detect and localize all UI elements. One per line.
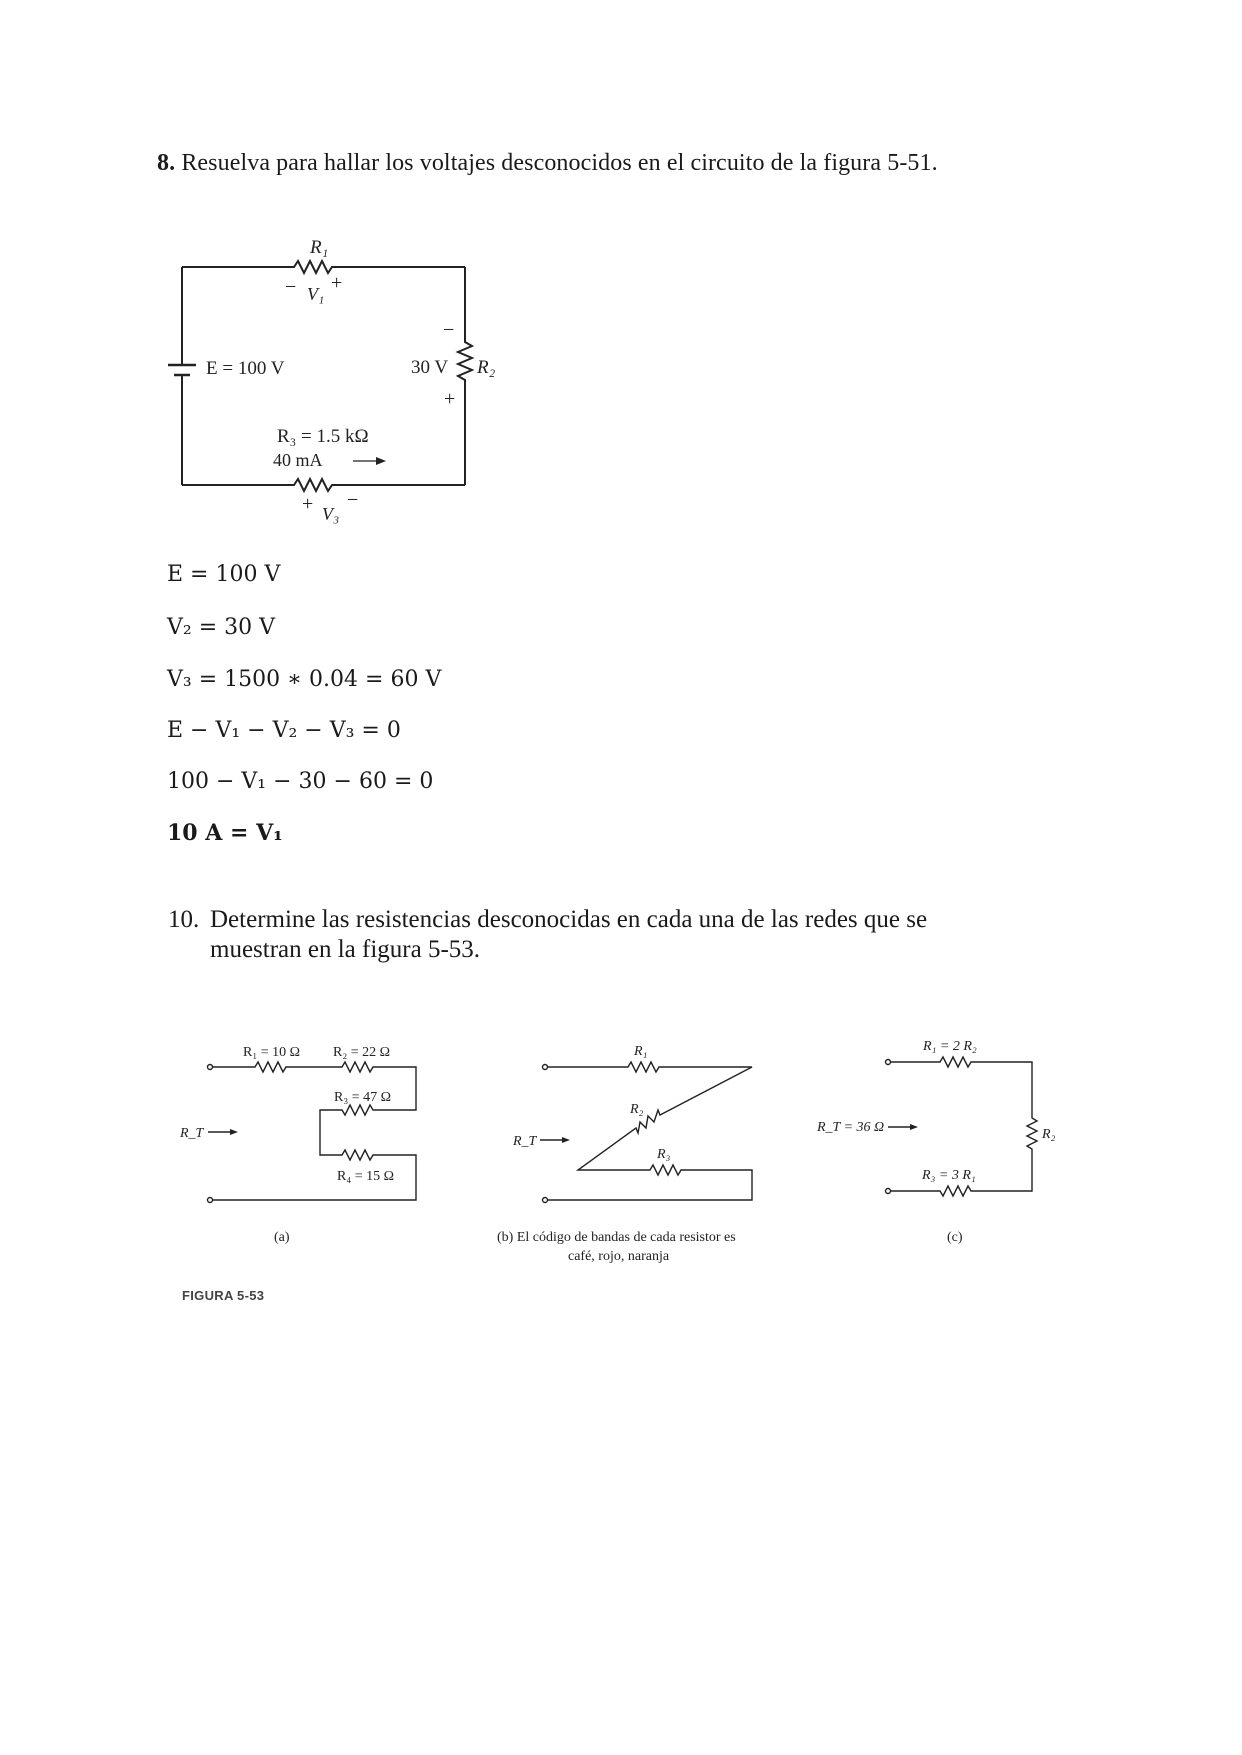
v3-plus-sign: + xyxy=(302,493,314,515)
fig-b-rt-label: R_T xyxy=(513,1134,537,1149)
fig-c-r1-label: R₁ = 2 R₂ xyxy=(923,1039,977,1054)
fig-a-r4-label: R₄ = 15 Ω xyxy=(337,1169,395,1184)
figure-5-51-circuit xyxy=(150,225,530,535)
fig-a-rt-label: R_T xyxy=(180,1126,204,1141)
equation-result: 10 A = V₁ xyxy=(167,820,283,846)
problem-8-statement xyxy=(157,150,938,177)
equation-kvl: E − V₁ − V₂ − V₃ = 0 xyxy=(167,718,401,743)
r2-plus-sign: + xyxy=(444,388,456,410)
equation-v2: V₂ = 30 V xyxy=(167,615,276,640)
fig-b-r1-label: R₁ xyxy=(634,1044,648,1059)
equation-substitution: 100 − V₁ − 30 − 60 = 0 xyxy=(167,769,434,794)
problem-10-statement xyxy=(168,905,927,965)
source-label: E = 100 V xyxy=(206,358,285,379)
figure-5-53-label: FIGURA 5-53 xyxy=(182,1288,265,1303)
r2-voltage-label: 30 V xyxy=(411,357,449,378)
fig-c-r3-label: R₃ = 3 R₁ xyxy=(922,1168,976,1183)
problem-10-number: 10. xyxy=(168,906,200,933)
fig-a-caption: (a) xyxy=(274,1230,290,1245)
v1-label: V₁ xyxy=(307,284,325,304)
fig-c-rt-label: R_T = 36 Ω xyxy=(817,1120,885,1135)
problem-10-text-line2: muestran en la figura 5-53. xyxy=(210,936,481,963)
fig-b-r3-label: R₃ xyxy=(657,1147,671,1162)
fig-b-r2-label: R₂ xyxy=(630,1102,644,1117)
problem-8-number: 8. xyxy=(157,150,176,176)
problem-10-text-line1: Determine las resistencias desconocidas en cada una de las redes que se xyxy=(210,906,928,933)
v1-minus-sign: − xyxy=(285,276,297,298)
fig-b-caption-line2: café, rojo, naranja xyxy=(568,1249,670,1264)
v1-plus-sign: + xyxy=(331,272,343,294)
equation-v3: V₃ = 1500 ∗ 0.04 = 60 V xyxy=(167,667,442,692)
equation-source: E = 100 V xyxy=(167,562,281,587)
r3-label: R₃ = 1.5 kΩ xyxy=(277,426,369,447)
r2-minus-sign: − xyxy=(443,319,455,341)
problem-8-text: Resuelva para hallar los voltajes desconocidos en el circuito de la figura 5-51. xyxy=(181,150,938,176)
fig-b-caption-line1: (b) El código de bandas de cada resistor es xyxy=(497,1230,736,1245)
current-label: 40 mA xyxy=(273,450,323,470)
figure-5-53-networks xyxy=(170,1030,1100,1280)
r2-label: R₂ xyxy=(477,357,496,378)
fig-a-r1-label: R₁ = 10 Ω xyxy=(243,1045,301,1060)
fig-c-caption: (c) xyxy=(947,1230,963,1245)
r1-label: R₁ xyxy=(310,237,329,258)
v3-minus-sign: − xyxy=(347,489,359,511)
fig-a-r2-label: R₂ = 22 Ω xyxy=(333,1045,391,1060)
v3-label: V₃ xyxy=(322,504,340,524)
fig-c-r2-label: R₂ xyxy=(1042,1127,1056,1142)
fig-a-r3-label: R₃ = 47 Ω xyxy=(334,1090,392,1105)
